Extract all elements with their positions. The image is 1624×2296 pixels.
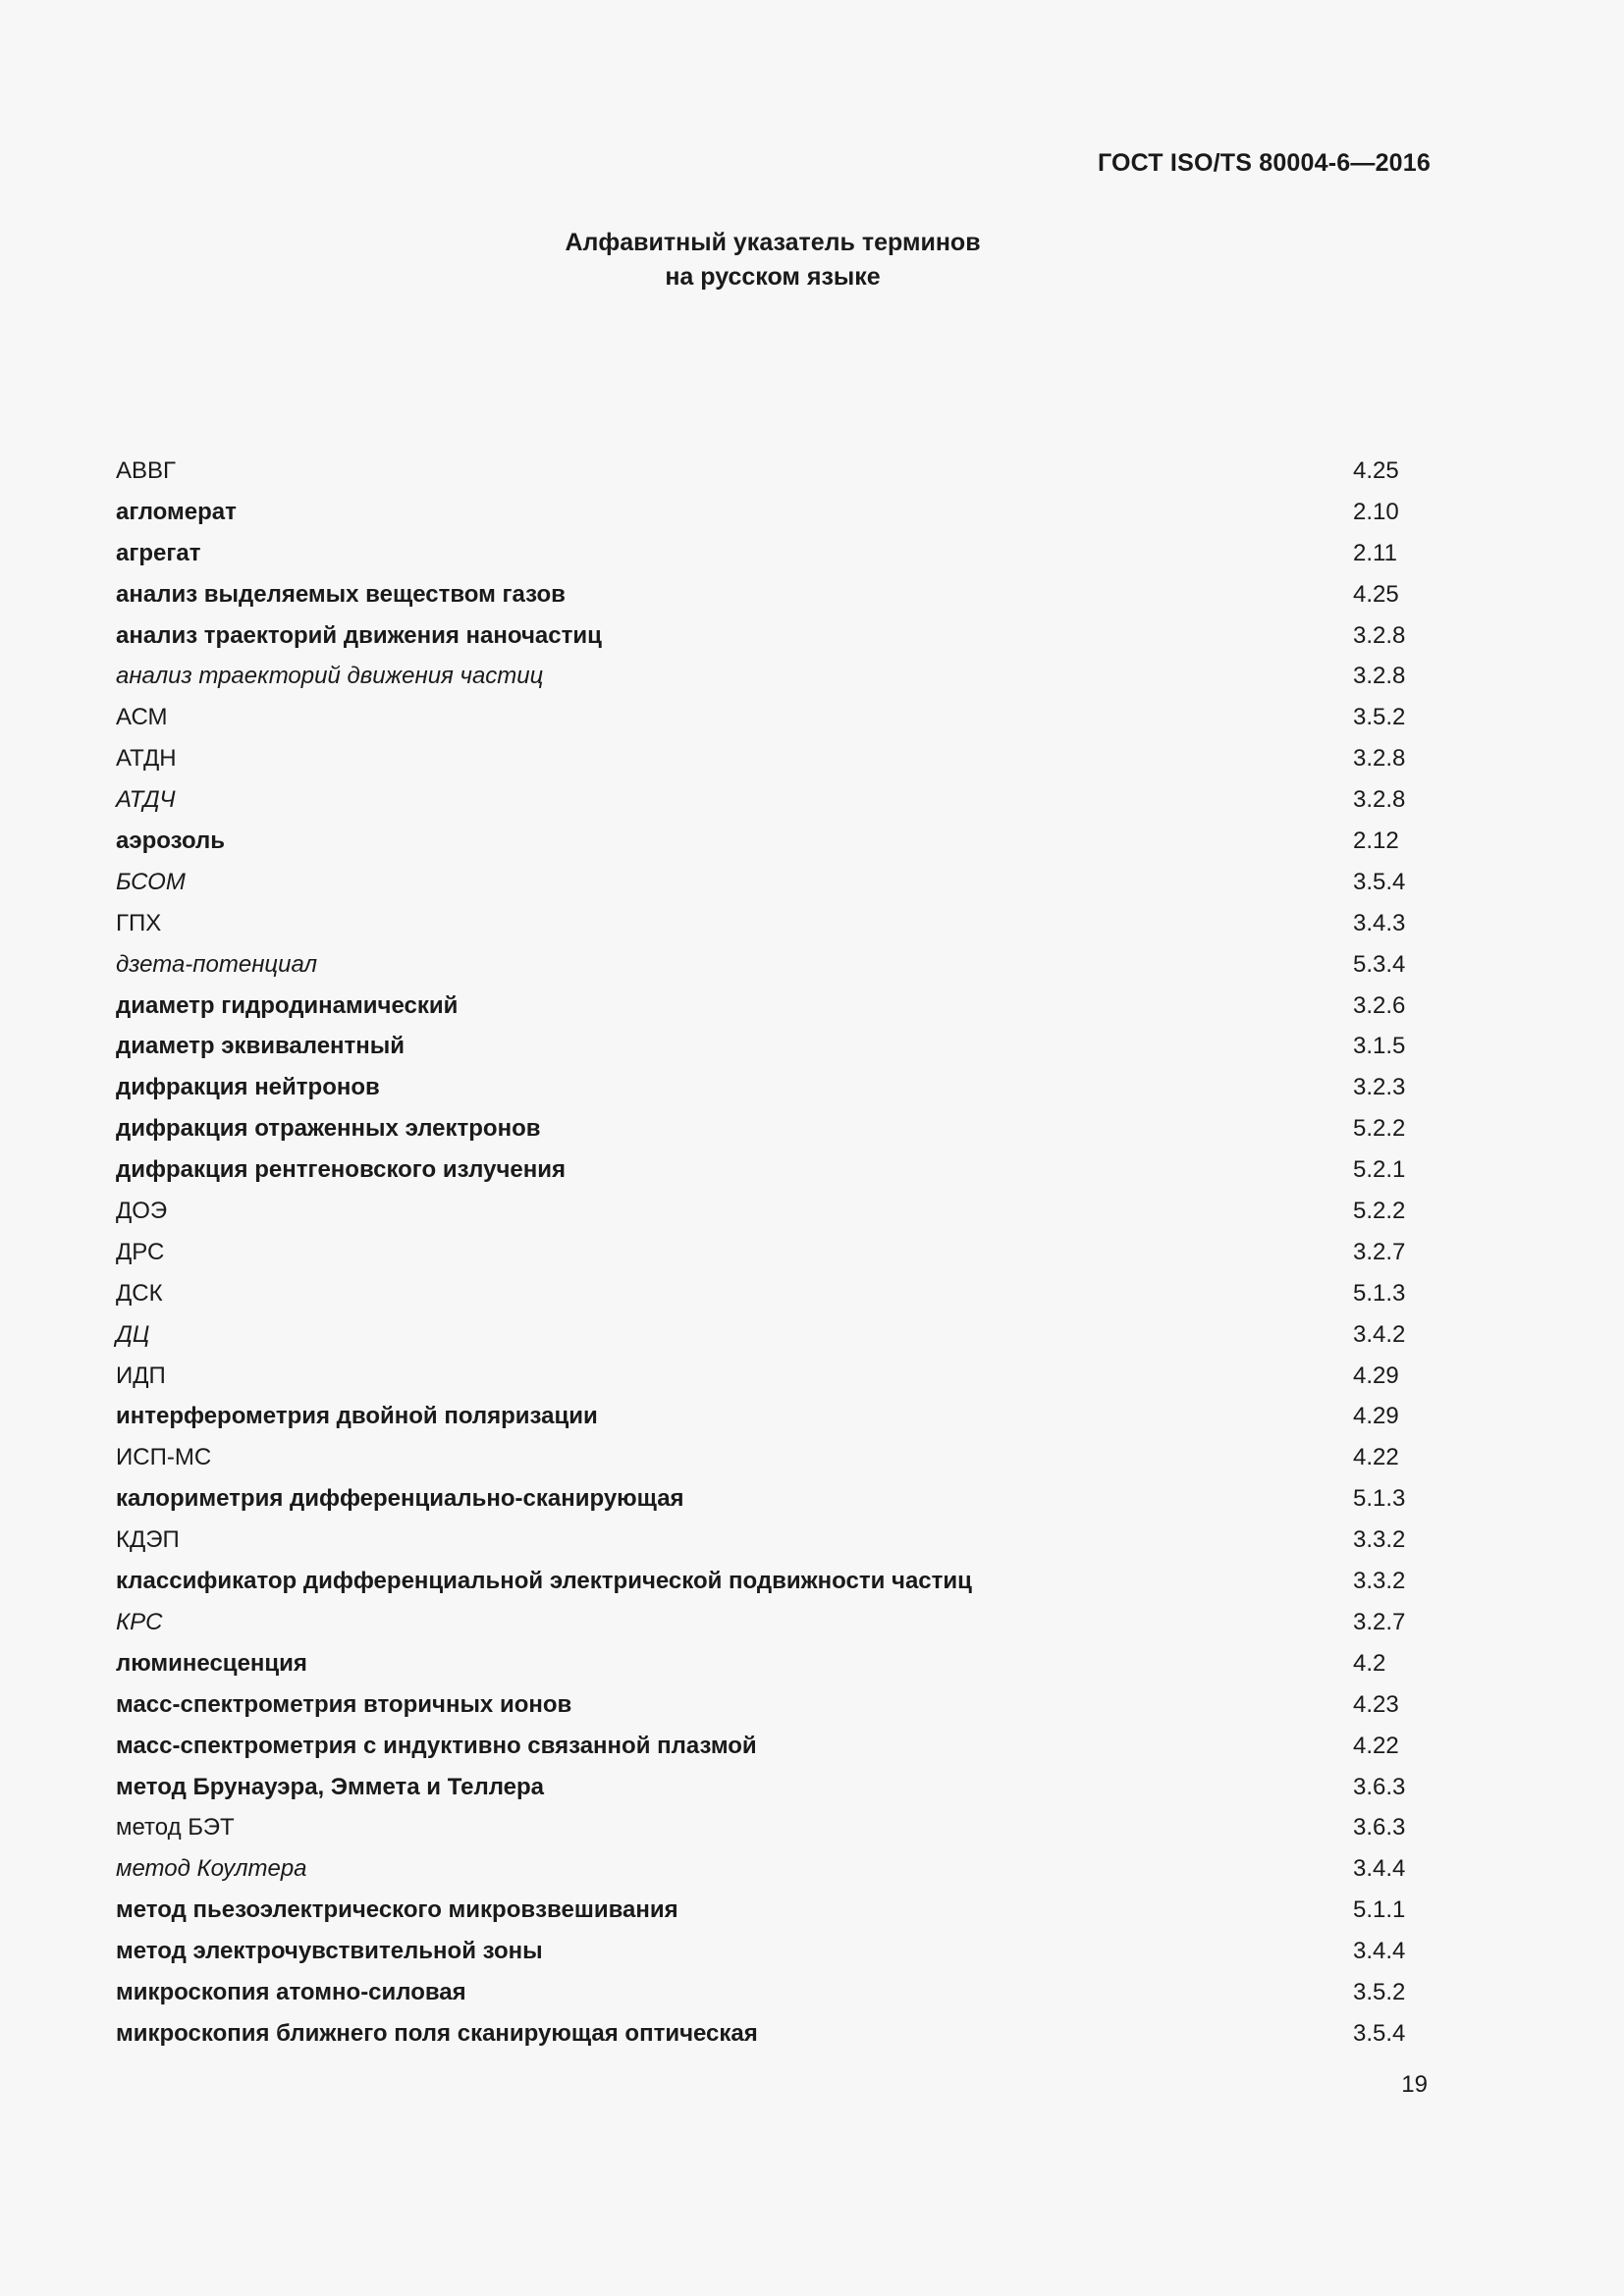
index-entry: [116, 1931, 1432, 1972]
index-term: диаметр эквивалентный: [116, 1033, 406, 1060]
index-entry: [116, 1807, 1432, 1848]
index-term: АСМ: [116, 704, 168, 731]
index-term: классификатор дифференциальной электрической подвижности частиц: [116, 1568, 972, 1595]
index-ref: 5.1.1: [1353, 1896, 1406, 1924]
index-entry: [116, 821, 1432, 862]
index-entry: [116, 1890, 1432, 1931]
index-ref: 3.3.2: [1353, 1568, 1406, 1595]
index-entry: [116, 1396, 1432, 1437]
index-term: АТДЧ: [116, 786, 176, 814]
page-title: [0, 226, 1545, 294]
index-entry: [116, 1149, 1432, 1191]
index-entry: [116, 1191, 1432, 1232]
index-term: метод электрочувствительной зоны: [116, 1938, 543, 1965]
index-ref: 3.2.6: [1353, 991, 1406, 1019]
index-entry: [116, 944, 1432, 986]
index-ref: 4.2: [1353, 1649, 1386, 1677]
index-entry: [116, 1314, 1432, 1356]
index-ref: 3.2.8: [1353, 621, 1406, 649]
index-ref: 3.2.7: [1353, 1238, 1406, 1265]
index-ref: 3.4.2: [1353, 1320, 1406, 1348]
index-ref: 3.4.4: [1353, 1938, 1406, 1965]
index-term: агрегат: [116, 539, 201, 566]
index-term: ДРС: [116, 1238, 165, 1265]
index-entry: [116, 738, 1432, 779]
index-ref: 5.1.3: [1353, 1279, 1406, 1307]
index-entry: [116, 1067, 1432, 1108]
index-term: ИСП-МС: [116, 1444, 212, 1471]
index-term: метод БЭТ: [116, 1814, 235, 1842]
index-term: анализ выделяемых веществом газов: [116, 580, 566, 608]
document-code: ГОСТ ISO/TS 80004-6—2016: [1097, 149, 1431, 177]
index-term: масс-спектрометрия вторичных ионов: [116, 1690, 572, 1718]
index-ref: 2.10: [1353, 498, 1399, 525]
index-term: ДОЭ: [116, 1198, 168, 1225]
index-ref: 3.5.4: [1353, 2019, 1406, 2047]
index-entry: [116, 1478, 1432, 1520]
index-term: диаметр гидродинамический: [116, 991, 459, 1019]
index-ref: 3.2.8: [1353, 786, 1406, 814]
index-ref: 3.5.2: [1353, 704, 1406, 731]
index-ref: 3.2.8: [1353, 663, 1406, 690]
index-term: агломерат: [116, 498, 237, 525]
index-entry: [116, 533, 1432, 574]
index-term: метод Брунауэра, Эммета и Теллера: [116, 1773, 545, 1800]
index-ref: 3.6.3: [1353, 1814, 1406, 1842]
index-ref: 3.1.5: [1353, 1033, 1406, 1060]
index-entry: [116, 1684, 1432, 1726]
index-entry: [116, 574, 1432, 615]
index-ref: 5.3.4: [1353, 950, 1406, 978]
index-term: микроскопия атомно-силовая: [116, 1978, 466, 2005]
page-title-line-2: на русском языке: [665, 263, 881, 291]
index-entry: [116, 1520, 1432, 1561]
index-ref: 4.25: [1353, 580, 1399, 608]
index-ref: 3.3.2: [1353, 1526, 1406, 1554]
index-term: люминесценция: [116, 1649, 307, 1677]
index-ref: 5.2.2: [1353, 1198, 1406, 1225]
index-entry: [116, 1273, 1432, 1314]
index-entry: [116, 492, 1432, 533]
index-ref: 5.2.2: [1353, 1115, 1406, 1143]
index-ref: 3.5.2: [1353, 1978, 1406, 2005]
index-entry: [116, 451, 1432, 492]
index-entry: [116, 1437, 1432, 1478]
index-term: ГПХ: [116, 909, 162, 936]
index-ref: 3.5.4: [1353, 868, 1406, 895]
page-number: 19: [1401, 2071, 1428, 2098]
index-entry: [116, 656, 1432, 697]
index-entry: [116, 2013, 1432, 2055]
index-ref: 4.22: [1353, 1444, 1399, 1471]
index-entry: [116, 1602, 1432, 1643]
index-ref: 3.2.3: [1353, 1074, 1406, 1101]
index-entry: [116, 862, 1432, 903]
page-title-line-1: Алфавитный указатель терминов: [565, 229, 981, 256]
index-ref: 5.2.1: [1353, 1156, 1406, 1184]
index-term: калориметрия дифференциально-сканирующая: [116, 1485, 684, 1513]
index-term: интерферометрия двойной поляризации: [116, 1403, 598, 1430]
index-entry: [116, 1726, 1432, 1767]
index-ref: 4.29: [1353, 1403, 1399, 1430]
index-term: АВВГ: [116, 457, 177, 484]
index-entry: [116, 1561, 1432, 1602]
index-entry: [116, 697, 1432, 738]
index-term: дзета-потенциал: [116, 950, 318, 978]
index-term: метод пьезоэлектрического микровзвешивания: [116, 1896, 678, 1924]
index-term: ИДП: [116, 1362, 166, 1389]
index-ref: 3.4.3: [1353, 909, 1406, 936]
index-entry: [116, 1643, 1432, 1684]
index-ref: 2.12: [1353, 828, 1399, 855]
index-term: дифракция отраженных электронов: [116, 1115, 541, 1143]
index-term: анализ траекторий движения наночастиц: [116, 621, 602, 649]
index-term: КДЭП: [116, 1526, 180, 1554]
index-ref: 4.22: [1353, 1732, 1399, 1759]
index-entry: [116, 1232, 1432, 1273]
index-term: дифракция нейтронов: [116, 1074, 380, 1101]
index-entry: [116, 1108, 1432, 1149]
index-ref: 3.4.4: [1353, 1855, 1406, 1883]
index-entry: [116, 1767, 1432, 1808]
index-term: анализ траекторий движения частиц: [116, 663, 544, 690]
index-ref: 2.11: [1353, 539, 1397, 566]
index-term: аэрозоль: [116, 828, 225, 855]
index-entry: [116, 779, 1432, 821]
index-ref: 4.29: [1353, 1362, 1399, 1389]
index-term: БСОМ: [116, 868, 186, 895]
index-ref: 3.2.7: [1353, 1608, 1406, 1635]
term-index-list: [116, 451, 1432, 2055]
index-ref: 3.6.3: [1353, 1773, 1406, 1800]
index-entry: [116, 903, 1432, 944]
index-entry: [116, 986, 1432, 1027]
index-ref: 4.23: [1353, 1690, 1399, 1718]
index-term: масс-спектрометрия с индуктивно связанной плазмой: [116, 1732, 757, 1759]
index-term: КРС: [116, 1608, 163, 1635]
index-term: ДСК: [116, 1279, 163, 1307]
index-entry: [116, 1972, 1432, 2013]
index-entry: [116, 615, 1432, 657]
index-term: микроскопия ближнего поля сканирующая оптическая: [116, 2019, 758, 2047]
index-term: АТДН: [116, 745, 177, 773]
index-term: дифракция рентгеновского излучения: [116, 1156, 566, 1184]
index-term: метод Коултера: [116, 1855, 307, 1883]
index-entry: [116, 1848, 1432, 1890]
index-entry: [116, 1356, 1432, 1397]
index-ref: 5.1.3: [1353, 1485, 1406, 1513]
index-ref: 4.25: [1353, 457, 1399, 484]
index-entry: [116, 1026, 1432, 1067]
index-ref: 3.2.8: [1353, 745, 1406, 773]
index-term: ДЦ: [116, 1320, 150, 1348]
